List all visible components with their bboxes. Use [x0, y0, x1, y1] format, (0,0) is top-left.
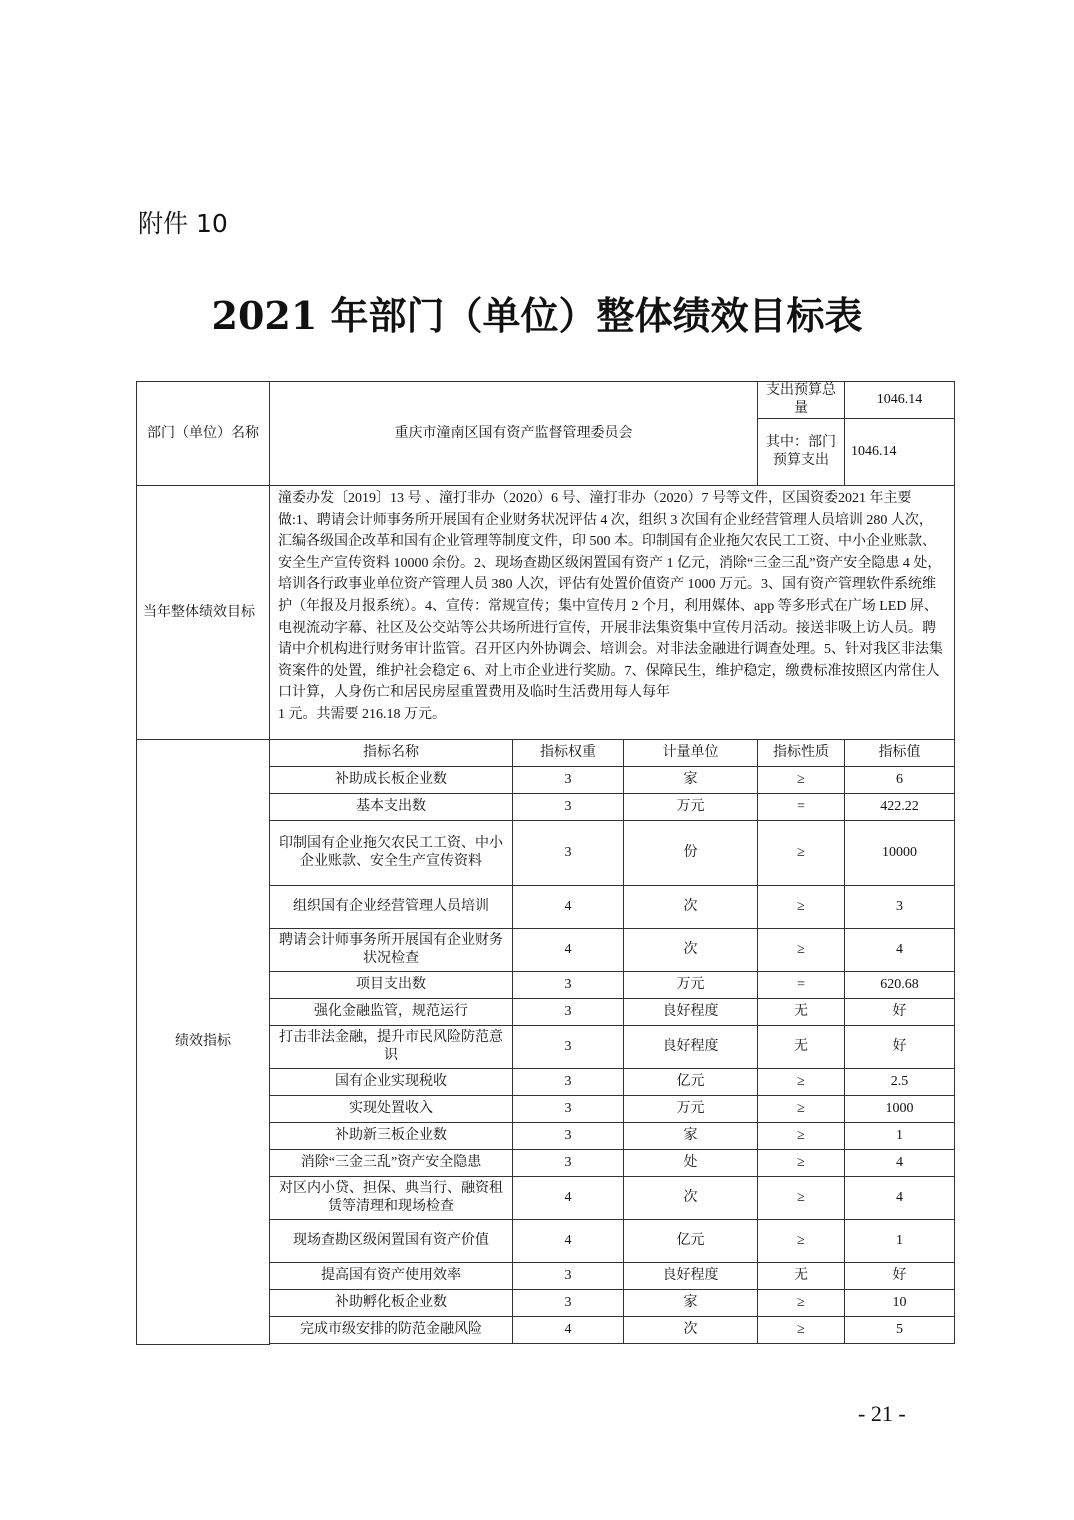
indicator-name: 补助孵化板企业数 — [270, 1290, 513, 1317]
indicator-value: 3 — [845, 886, 955, 929]
indicator-unit: 良好程度 — [624, 1026, 758, 1069]
indicator-weight: 3 — [513, 1150, 624, 1177]
indicator-nature: = — [758, 794, 845, 821]
indicator-value: 10 — [845, 1290, 955, 1317]
indicator-weight: 4 — [513, 929, 624, 972]
budget-dept-label: 其中：部门预算支出 — [758, 419, 845, 486]
budget-total-label: 支出预算总量 — [758, 382, 845, 419]
indicator-unit: 亿元 — [624, 1069, 758, 1096]
indicator-nature: ≥ — [758, 1317, 845, 1344]
indicator-value: 好 — [845, 1263, 955, 1290]
indicator-value: 好 — [845, 1026, 955, 1069]
indicator-nature: ≥ — [758, 886, 845, 929]
indicator-name: 基本支出数 — [270, 794, 513, 821]
indicator-nature: ≥ — [758, 1150, 845, 1177]
indicator-unit: 家 — [624, 1123, 758, 1150]
indicator-value: 1000 — [845, 1096, 955, 1123]
indicator-weight: 4 — [513, 1317, 624, 1344]
dept-label-cell: 部门（单位）名称 — [137, 382, 270, 486]
indicator-name: 国有企业实现税收 — [270, 1069, 513, 1096]
indicator-rows — [137, 740, 955, 1345]
column-header: 指标权重 — [513, 740, 624, 767]
indicator-unit: 万元 — [624, 794, 758, 821]
indicator-unit: 良好程度 — [624, 999, 758, 1026]
indicator-weight: 3 — [513, 1069, 624, 1096]
indicator-value: 1 — [845, 1123, 955, 1150]
column-header: 指标性质 — [758, 740, 845, 767]
indicator-weight: 3 — [513, 1096, 624, 1123]
attachment-label: 附件 10 — [138, 209, 228, 238]
indicator-weight: 3 — [513, 1263, 624, 1290]
indicator-nature: ≥ — [758, 1290, 845, 1317]
indicator-nature: ≥ — [758, 1096, 845, 1123]
indicator-value: 好 — [845, 999, 955, 1026]
indicator-value: 422.22 — [845, 794, 955, 821]
indicator-weight: 3 — [513, 1290, 624, 1317]
indicator-nature: = — [758, 972, 845, 999]
performance-target-table — [136, 381, 955, 1345]
indicator-nature: ≥ — [758, 767, 845, 794]
indicator-value: 1 — [845, 1220, 955, 1263]
indicator-nature: ≥ — [758, 1220, 845, 1263]
indicator-weight: 3 — [513, 1123, 624, 1150]
indicator-nature: 无 — [758, 999, 845, 1026]
indicator-value: 4 — [845, 929, 955, 972]
indicator-header-row — [137, 740, 955, 767]
indicator-unit: 万元 — [624, 1096, 758, 1123]
indicator-weight: 3 — [513, 767, 624, 794]
indicator-name: 印制国有企业拖欠农民工工资、中小企业账款、安全生产宣传资料 — [270, 821, 513, 886]
budget-total-value: 1046.14 — [845, 382, 955, 419]
indicator-name: 项目支出数 — [270, 972, 513, 999]
indicator-value: 4 — [845, 1150, 955, 1177]
indicator-nature: ≥ — [758, 1069, 845, 1096]
indicator-value: 2.5 — [845, 1069, 955, 1096]
column-header: 指标名称 — [270, 740, 513, 767]
indicator-nature: 无 — [758, 1026, 845, 1069]
indicator-nature: 无 — [758, 1263, 845, 1290]
goal-text-cell: 潼委办发〔2019〕13 号 、潼打非办（2020）6 号、潼打非办（2020）7 号等文件，区国资委2021 年主要做:1、聘请会计师事务所开展国有企业财务状况评估 4 次，组织 3 次国有企业经营管理人员培训 280 人次，汇编各级国企改革和国有企业管理等制度文件，印 500 本。印制国有企业拖欠农民工工资、中小企业账款、安全生产宣传资料 10000 余份。2、现场查勘区级闲置国有资产 1 亿元，消除“三金三乱”资产安全隐患 4 处，培训各行政事业单位资产管理人员 380 人次，评估有处置价值资产 1000 万元。3、国有资产管理软件系统维护（年报及月报系统）。4、宣传：常规宣传；集中宣传月 2 个月，利用媒体、app 等多形式在广场 LED 屏、电视流动字幕、社区及公交站等公共场所进行宣传，开展非法集资集中宣传月活动。接送非吸上访人员。聘请中介机构进行财务审计监管。召开区内外协调会、培训会。对非法金融进行调查处理。5、针对我区非法集资案件的处置，维护社会稳定 6、对上市企业进行奖励。7、保障民生，维护稳定，缴费标准按照区内常住人口计算，人身伤亡和居民房屋重置费用及临时生活费用每人每年 1 元。共需要 216.18 万元。 — [270, 486, 955, 740]
indicator-name: 提高国有资产使用效率 — [270, 1263, 513, 1290]
indicator-weight: 3 — [513, 972, 624, 999]
indicator-unit: 万元 — [624, 972, 758, 999]
indicator-unit: 次 — [624, 1177, 758, 1220]
indicator-weight: 3 — [513, 1026, 624, 1069]
indicator-name: 打击非法金融，提升市民风险防范意识 — [270, 1026, 513, 1069]
indicator-name: 补助成长板企业数 — [270, 767, 513, 794]
indicator-section-label: 绩效指标 — [137, 740, 270, 1345]
indicator-value: 6 — [845, 767, 955, 794]
indicator-name: 强化金融监管，规范运行 — [270, 999, 513, 1026]
indicator-unit: 家 — [624, 1290, 758, 1317]
indicator-nature: ≥ — [758, 929, 845, 972]
indicator-nature: ≥ — [758, 1123, 845, 1150]
indicator-unit: 良好程度 — [624, 1263, 758, 1290]
goal-text-tail: 1 元。共需要 216.18 万元。 — [278, 706, 446, 722]
indicator-nature: ≥ — [758, 821, 845, 886]
indicator-nature: ≥ — [758, 1177, 845, 1220]
indicator-weight: 4 — [513, 1220, 624, 1263]
indicator-name: 实现处置收入 — [270, 1096, 513, 1123]
indicator-unit: 亿元 — [624, 1220, 758, 1263]
indicator-value: 5 — [845, 1317, 955, 1344]
indicator-weight: 4 — [513, 1177, 624, 1220]
column-header: 计量单位 — [624, 740, 758, 767]
indicator-unit: 次 — [624, 929, 758, 972]
indicator-name: 组织国有企业经营管理人员培训 — [270, 886, 513, 929]
dept-name-cell: 重庆市潼南区国有资产监督管理委员会 — [270, 382, 758, 486]
indicator-unit: 次 — [624, 1317, 758, 1344]
indicator-name: 消除“三金三乱”资产安全隐患 — [270, 1150, 513, 1177]
indicator-name: 完成市级安排的防范金融风险 — [270, 1317, 513, 1344]
indicator-name: 对区内小贷、担保、典当行、融资租赁等清理和现场检查 — [270, 1177, 513, 1220]
indicator-name: 聘请会计师事务所开展国有企业财务状况检查 — [270, 929, 513, 972]
indicator-name: 现场查勘区级闲置国有资产价值 — [270, 1220, 513, 1263]
indicator-weight: 3 — [513, 999, 624, 1026]
indicator-name: 补助新三板企业数 — [270, 1123, 513, 1150]
column-header: 指标值 — [845, 740, 955, 767]
page-title: 2021 年部门（单位）整体绩效目标表 — [211, 293, 863, 338]
indicator-unit: 次 — [624, 886, 758, 929]
indicator-weight: 3 — [513, 794, 624, 821]
indicator-weight: 3 — [513, 821, 624, 886]
budget-dept-value: 1046.14 — [845, 419, 955, 486]
indicator-value: 10000 — [845, 821, 955, 886]
goal-label-cell: 当年整体绩效目标 — [137, 486, 270, 740]
indicator-weight: 4 — [513, 886, 624, 929]
indicator-unit: 处 — [624, 1150, 758, 1177]
indicator-value: 4 — [845, 1177, 955, 1220]
page-number: - 21 - — [858, 1401, 906, 1426]
indicator-unit: 家 — [624, 767, 758, 794]
indicator-value: 620.68 — [845, 972, 955, 999]
indicator-unit: 份 — [624, 821, 758, 886]
